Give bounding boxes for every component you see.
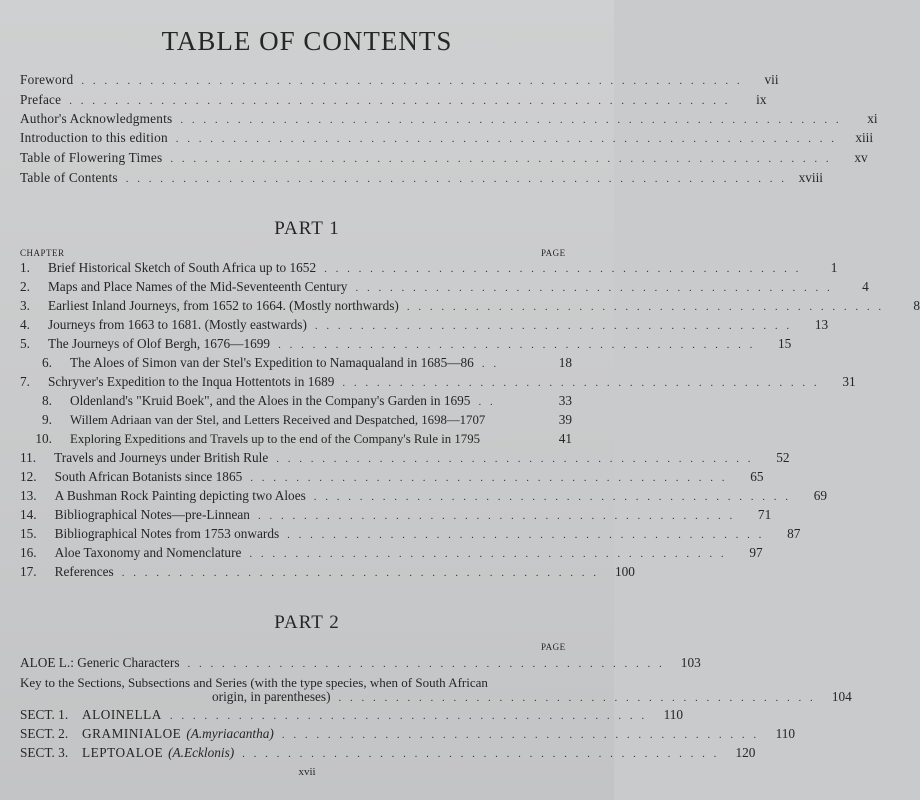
page-column-header: PAGE [541,642,566,652]
chapter-number: 1. [20,260,30,275]
entry-page: ix [756,92,767,107]
leader-dots: . . . . . . . . . . . . . . . . . . . . . . . . . . . . . . . . . . . . . . . . . . [242,748,720,760]
chapter-page: 15 [778,336,792,351]
leader-dots: . . . . . . . . . . . . . . . . . . . . . . . . . . . . . . . . . . . . . . . . . . . . . . . . . . . . . . . . . . [180,114,842,126]
chapter-number: 12. [20,469,37,484]
leader-dots: . . . . . . . . . . . . . . . . . . . . . . . . . . . . . . . . . . . . . . . . . . [287,529,765,541]
chapter-row [20,317,829,333]
section-prefix: SECT. 3. [20,745,69,760]
chapter-row [20,507,772,523]
chapter-page: 41 [558,431,572,446]
chapter-title: Exploring Expeditions and Travels up to the end of the Company's Rule in 1795 [70,432,480,446]
chapter-title: A Bushman Rock Painting depicting two Aloes [54,488,306,503]
chapter-number: 11. [20,450,37,465]
section-row [20,726,796,742]
chapter-row [20,374,856,390]
chapter-page: 69 [813,488,828,503]
leader-dots: . . . . . . . . . . . . . . . . . . . . . . . . . . . . . . . . . . . . . . . . . . [314,320,793,332]
leader-dots: . . . . . . . . . . . . . . . . . . . . . . . . . . . . . . . . . . . . . . . . . . . . . . . . . . . . . . . . . . [81,75,743,87]
section-prefix: SECT. 1. [20,707,69,722]
chapter-title: Schryver's Expedition to the Inqua Hottentots in 1689 [47,374,335,389]
chapter-page: 52 [776,450,790,465]
chapter-page: 33 [558,393,572,408]
page-number: xvii [298,766,316,778]
chapter-row [20,298,920,314]
entry-label-line1: Key to the Sections, Subsections and Series (with the type species, when of South African [20,675,488,690]
chapter-number: 2. [20,279,30,294]
part2-title: PART 2 [274,612,340,633]
chapter-column-header: CHAPTER [20,248,65,258]
page-title: TABLE OF CONTENTS [161,26,453,56]
leader-dots: . . . . . . . . . . . . . . . . . . . . . . . . . . . . . . . . . . . . . . . . . . [313,491,792,503]
chapter-row [20,336,792,352]
leader-dots: . . . . . . . . . . . . . . . . . . . . . . . . . . . . . . . . . . . . . . . . . . . . . . . . . . . . . . . . . . [69,95,731,107]
chapter-row [20,450,790,466]
chapter-page: 1 [830,260,838,275]
chapter-row [20,260,838,276]
toc-entry [20,689,852,705]
entry-label: Author's Acknowledgments [20,111,173,126]
entry-label-line2: origin, in parentheses) [212,689,331,704]
chapter-page: 39 [558,412,572,427]
chapter-page: 97 [749,545,763,560]
chapter-page: 13 [814,317,829,332]
chapter-page: 31 [842,374,856,389]
leader-dots: . . . . . . . . . . . . . . . . . . . . . . . . . . . . . . . . . . . . . . . . . . [169,710,648,722]
chapter-title: Travels and Journeys under British Rule [54,450,269,465]
leader-dots: . . . . . . . . . . . . . . . . . . . . . . . . . . . . . . . . . . . . . . . . . . [324,263,802,275]
leader-dots: . . [478,396,496,408]
entry-page: 103 [680,655,701,670]
leader-dots: . . . . . . . . . . . . . . . . . . . . . . . . . . . . . . . . . . . . . . . . . . . . . . . . . . . . . . . . . . [125,173,787,185]
chapter-title: The Aloes of Simon van der Stel's Expedition to Namaqualand in 1685—86 [70,355,474,370]
chapter-title: Earliest Inland Journeys, from 1652 to 1664. (Mostly northwards) [47,298,399,313]
section-prefix: SECT. 2. [20,726,69,741]
chapter-row [20,545,763,561]
leader-dots: . . . . . . . . . . . . . . . . . . . . . . . . . . . . . . . . . . . . . . . . . . [278,339,756,351]
entry-page: xviii [798,170,823,185]
chapter-number: 15. [20,526,37,541]
leader-dots: . . . . . . . . . . . . . . . . . . . . . . . . . . . . . . . . . . . . . . . . . . [276,453,754,465]
chapter-number: 9. [42,412,52,427]
chapter-title: Bibliographical Notes—pre-Linnean [54,507,250,522]
entry-page: 104 [831,689,852,704]
chapter-number: 8. [42,393,52,408]
leader-dots: . . . . . . . . . . . . . . . . . . . . . . . . . . . . . . . . . . . . . . . . . . [355,282,833,294]
chapter-row [20,526,801,542]
chapter-row [20,393,572,409]
chapter-page: 87 [787,526,801,541]
chapter-number: 7. [20,374,30,389]
toc-entry [20,150,868,166]
toc-entry [20,170,823,186]
toc-entry [20,130,874,146]
entry-label: Table of Contents [20,170,118,185]
chapter-title: Aloe Taxonomy and Nomenclature [54,545,242,560]
section-row [20,707,684,723]
leader-dots: . . . . . . . . . . . . . . . . . . . . . . . . . . . . . . . . . . . . . . . . . . [250,472,728,484]
chapter-number: 16. [20,545,37,560]
chapter-number: 3. [20,298,30,313]
entry-page: xiii [855,130,874,145]
chapter-row [20,279,869,295]
leader-dots: . . . . . . . . . . . . . . . . . . . . . . . . . . . . . . . . . . . . . . . . . . [249,548,727,560]
leader-dots: . . . . . . . . . . . . . . . . . . . . . . . . . . . . . . . . . . . . . . . . . . [406,301,885,313]
chapter-number: 5. [20,336,30,351]
entry-page: xv [854,150,868,165]
leader-dots: . . . . . . . . . . . . . . . . . . . . . . . . . . . . . . . . . . . . . . . . . . [121,567,599,579]
section-type-species: (A.myriacantha) [186,726,274,741]
chapter-number: 10. [35,431,52,446]
chapter-number: 13. [20,488,37,503]
chapter-row [20,412,572,428]
entry-page: 110 [663,707,684,722]
chapter-title: References [54,564,114,579]
entry-page: xi [867,111,878,126]
chapter-number: 4. [20,317,30,332]
leader-dots: . . . . . . . . . . . . . . . . . . . . . . . . . . . . . . . . . . . . . . . . . . [338,692,816,704]
part1-title: PART 1 [274,218,340,239]
chapter-title: Willem Adriaan van der Stel, and Letters Received and Despatched, 1698—1707 [70,413,486,427]
entry-label: ALOE L.: Generic Characters [20,655,180,670]
chapter-row [20,355,572,371]
toc-entry [20,655,701,671]
section-name: LEPTOALOE [82,745,164,760]
toc-entry [20,111,878,127]
leader-dots: . . . . . . . . . . . . . . . . . . . . . . . . . . . . . . . . . . . . . . . . . . [342,377,820,389]
chapter-page: 18 [558,355,572,370]
chapter-title: Bibliographical Notes from 1753 onwards [54,526,280,541]
leader-dots: . . . . . . . . . . . . . . . . . . . . . . . . . . . . . . . . . . . . . . . . . . . . . . . . . . . . . . . . . . [175,133,838,145]
chapter-title: South African Botanists since 1865 [54,469,243,484]
chapter-number: 6. [42,355,52,370]
chapter-row [20,431,572,447]
chapter-number: 17. [20,564,37,579]
page-column-header: PAGE [541,248,566,258]
toc-entry [20,72,779,88]
chapter-page: 8 [913,298,920,313]
entry-page: vii [764,72,779,87]
leader-dots: . . . . . . . . . . . . . . . . . . . . . . . . . . . . . . . . . . . . . . . . . . [281,729,760,741]
section-type-species: (A.Ecklonis) [168,745,235,760]
toc-entry [20,92,767,108]
chapter-title: Brief Historical Sketch of South Africa up to 1652 [47,260,317,275]
chapter-title: Journeys from 1663 to 1681. (Mostly eastwards) [47,317,307,332]
section-name: ALOINELLA [82,707,162,722]
leader-dots: . . . . . . . . . . . . . . . . . . . . . . . . . . . . . . . . . . . . . . . . . . [257,510,736,522]
chapter-title: The Journeys of Olof Bergh, 1676—1699 [47,336,271,351]
leader-dots: . . . . . . . . . . . . . . . . . . . . . . . . . . . . . . . . . . . . . . . . . . . . . . . . . . . . . . . . . . [170,153,832,165]
section-row [20,745,756,761]
entry-label: Foreword [20,72,74,87]
entry-label: Table of Flowering Times [20,150,163,165]
chapter-page: 100 [614,564,635,579]
chapter-page: 65 [750,469,764,484]
entry-label: Preface [20,92,62,107]
chapter-number: 14. [20,507,37,522]
chapter-row [20,469,764,485]
leader-dots: . . [481,358,500,370]
section-name: GRAMINIALOE [82,726,182,741]
entry-page: 120 [735,745,756,760]
chapter-title: Maps and Place Names of the Mid-Seventeenth Century [47,279,348,294]
leader-dots: . . . . . . . . . . . . . . . . . . . . . . . . . . . . . . . . . . . . . . . . . . [187,658,665,670]
entry-label: Introduction to this edition [20,130,168,145]
chapter-title: Oldenland's "Kruid Boek", and the Aloes in the Company's Garden in 1695 [70,393,471,408]
entry-page: 110 [775,726,796,741]
chapter-page: 4 [862,279,869,294]
chapter-row [20,488,828,504]
chapter-row [20,564,635,580]
chapter-page: 71 [757,507,772,522]
